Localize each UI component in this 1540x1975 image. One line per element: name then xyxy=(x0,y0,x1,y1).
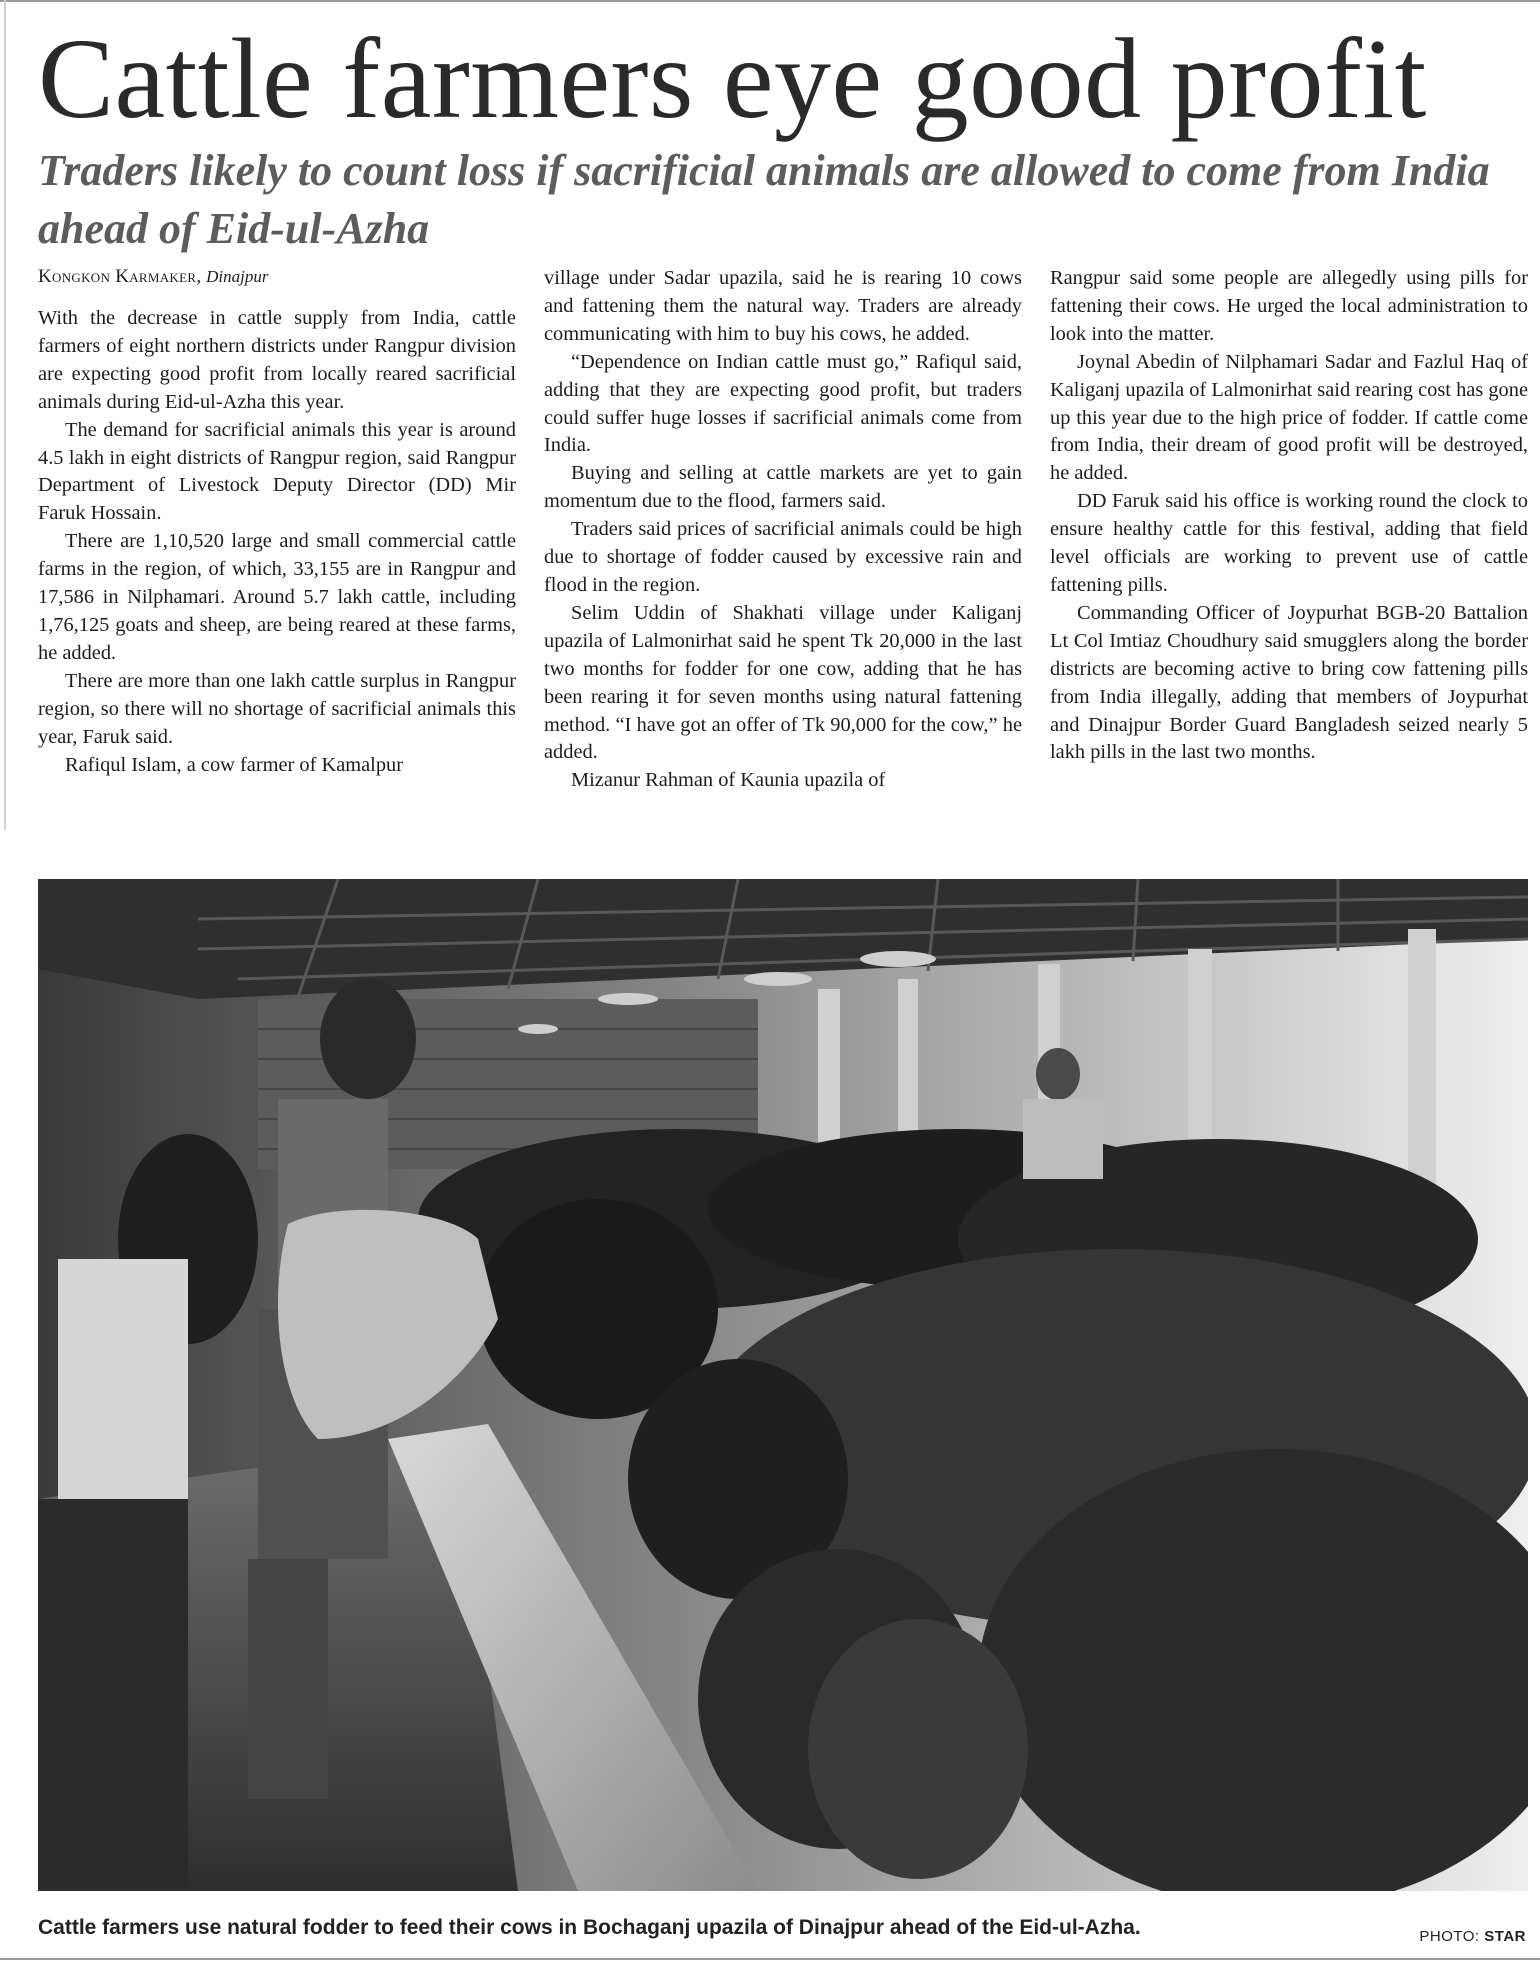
photo-credit-source: STAR xyxy=(1484,1928,1526,1945)
article-column-3 xyxy=(1050,265,1528,830)
paragraph: Joynal Abedin of Nilphamari Sadar and Fazlul Haq of Kaliganj upazila of Lalmonirhat said rearing cost has gone up this year due to the high price of fodder. If cattle come from India, their dream of good profit will be destroyed, he added. xyxy=(1050,350,1528,485)
left-margin-rule xyxy=(4,0,6,830)
paragraph: “Dependence on Indian cattle must go,” Rafiqul said, adding that they are expecting good profit, but traders could suffer huge losses if sacrificial animals come from India. xyxy=(544,350,1022,457)
photo-credit xyxy=(1419,1928,1526,1945)
subheadline: Traders likely to count loss if sacrificial animals are allowed to come from India ahead of Eid-ul-Azha xyxy=(38,146,1490,253)
paragraph: DD Faruk said his office is working round the clock to ensure healthy cattle for this festival, adding that field level officials are working to prevent use of cattle fattening pills. xyxy=(1050,490,1528,596)
headline: Cattle farmers eye good profit xyxy=(38,15,1427,142)
article-column-1 xyxy=(38,265,516,830)
paragraph: Buying and selling at cattle markets are yet to gain momentum due to the flood, farmers said. xyxy=(544,462,1022,513)
paragraph: With the decrease in cattle supply from India, cattle farmers of eight northern districts under Rangpur division are expecting good profit from locally reared sacrificial animals during Eid-ul-Azha this year. xyxy=(38,307,516,413)
paragraph: Traders said prices of sacrificial animals could be high due to shortage of fodder caused by excessive rain and flood in the region. xyxy=(544,518,1022,596)
byline xyxy=(38,265,516,289)
byline-author: Kongkon Karmaker, xyxy=(38,266,202,287)
bottom-rule xyxy=(0,1958,1540,1960)
paragraph: Mizanur Rahman of Kaunia upazila of xyxy=(571,769,886,792)
article-column-2 xyxy=(544,265,1022,830)
byline-location: Dinajpur xyxy=(206,267,269,286)
news-photo xyxy=(38,879,1528,1891)
cattle-shed-photo xyxy=(38,879,1528,1891)
photo-caption: Cattle farmers use natural fodder to feed their cows in Bochaganj upazila of Dinajpur ahead of the Eid-ul-Azha. xyxy=(38,1916,1141,1939)
paragraph: Rangpur said some people are allegedly using pills for fattening their cows. He urged the local administration to look into the matter. xyxy=(1050,267,1528,345)
paragraph: There are more than one lakh cattle surplus in Rangpur region, so there will no shortage of sacrificial animals this year, Faruk said. xyxy=(38,669,516,748)
top-rule xyxy=(0,0,1540,2)
paragraph: village under Sadar upazila, said he is rearing 10 cows and fattening them the natural way. Traders are already communicating with him to buy his cows, he added. xyxy=(544,267,1022,345)
photo-credit-label: PHOTO: xyxy=(1419,1928,1480,1945)
paragraph: The demand for sacrificial animals this year is around 4.5 lakh in eight districts of Rangpur region, said Rangpur Department of Livestock Deputy Director (DD) Mir Faruk Hossain. xyxy=(38,418,516,525)
paragraph: Selim Uddin of Shakhati village under Kaliganj upazila of Lalmonirhat said he spent Tk 20,000 in the last two months for fodder for one cow, adding that he has been rearing it for seven months using natural fattening method. “I have got an offer of Tk 90,000 for the cow,” he added. xyxy=(544,601,1022,764)
paragraph: Rafiqul Islam, a cow farmer of Kamalpur xyxy=(65,753,404,776)
paragraph: There are 1,10,520 large and small commercial cattle farms in the region, of which, 33,155 are in Rangpur and 17,586 in Nilphamari. Around 5.7 lakh cattle, including 1,76,125 goats and sheep, are being reared at these farms, he added. xyxy=(38,530,516,664)
article-body xyxy=(38,265,1528,830)
paragraph: Commanding Officer of Joypurhat BGB-20 Battalion Lt Col Imtiaz Choudhury said smugglers along the border districts are becoming active to bring cow fattening pills from India illegally, adding that members of Joypurhat and Dinajpur Border Guard Bangladesh seized nearly 5 lakh pills in the last two months. xyxy=(1050,601,1528,764)
